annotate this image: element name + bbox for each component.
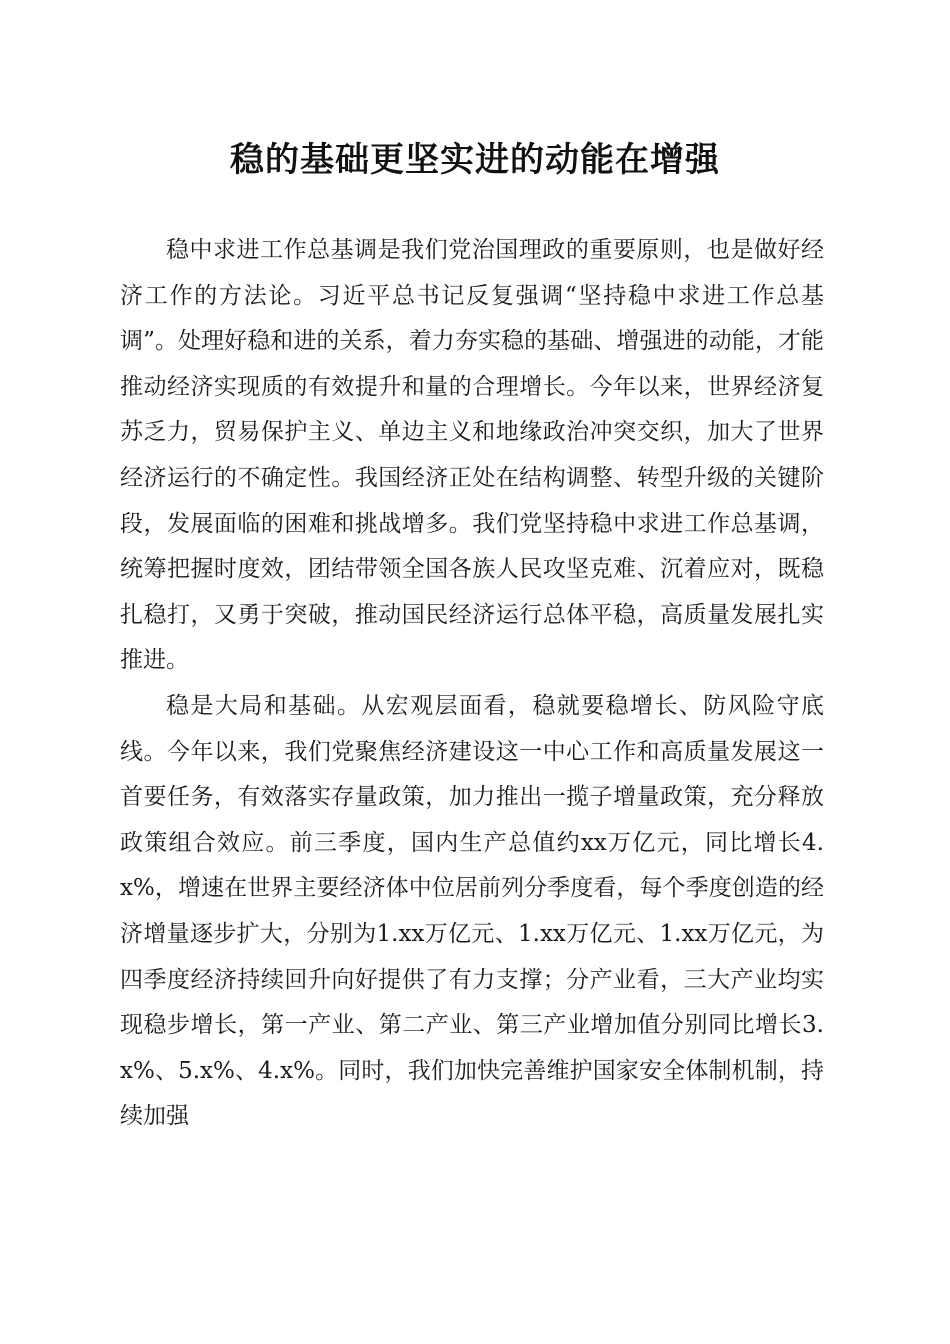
document-body bbox=[120, 228, 824, 1140]
paragraph: 稳是大局和基础。从宏观层面看，稳就要稳增长、防风险守底线。今年以来，我们党聚焦经济建设这一中心工作和高质量发展这一首要任务，有效落实存量政策，加力推出一揽子增量政策，充分释放政策组合效应。前三季度，国内生产总值约xx万亿元，同比增长4.x%，增速在世界主要经济体中位居前列分季度看，每个季度创造的经济增量逐步扩大，分别为1.xx万亿元、1.xx万亿元、1.xx万亿元，为四季度经济持续回升向好提供了有力支撑；分产业看，三大产业均实现稳步增长，第一产业、第二产业、第三产业增加值分别同比增长3.x%、5.x%、4.x%。同时，我们加快完善维护国家安全体制机制，持续加强 bbox=[120, 692, 824, 1130]
paragraph: 稳中求进工作总基调是我们党治国理政的重要原则，也是做好经济工作的方法论。习近平总书记反复强调“坚持稳中求进工作总基调”。处理好稳和进的关系，着力夯实稳的基础、增强进的动能，才能推动经济实现质的有效提升和量的合理增长。今年以来，世界经济复苏乏力，贸易保护主义、单边主义和地缘政治冲突交织，加大了世界经济运行的不确定性。我国经济正处在结构调整、转型升级的关键阶段，发展面临的困难和挑战增多。我们党坚持稳中求进工作总基调，统筹把握时度效，团结带领全国各族人民攻坚克难、沉着应对，既稳扎稳打，又勇于突破，推动国民经济运行总体平稳，高质量发展扎实推进。 bbox=[120, 237, 824, 674]
document-title: 稳的基础更坚实进的动能在增强 bbox=[230, 140, 720, 180]
